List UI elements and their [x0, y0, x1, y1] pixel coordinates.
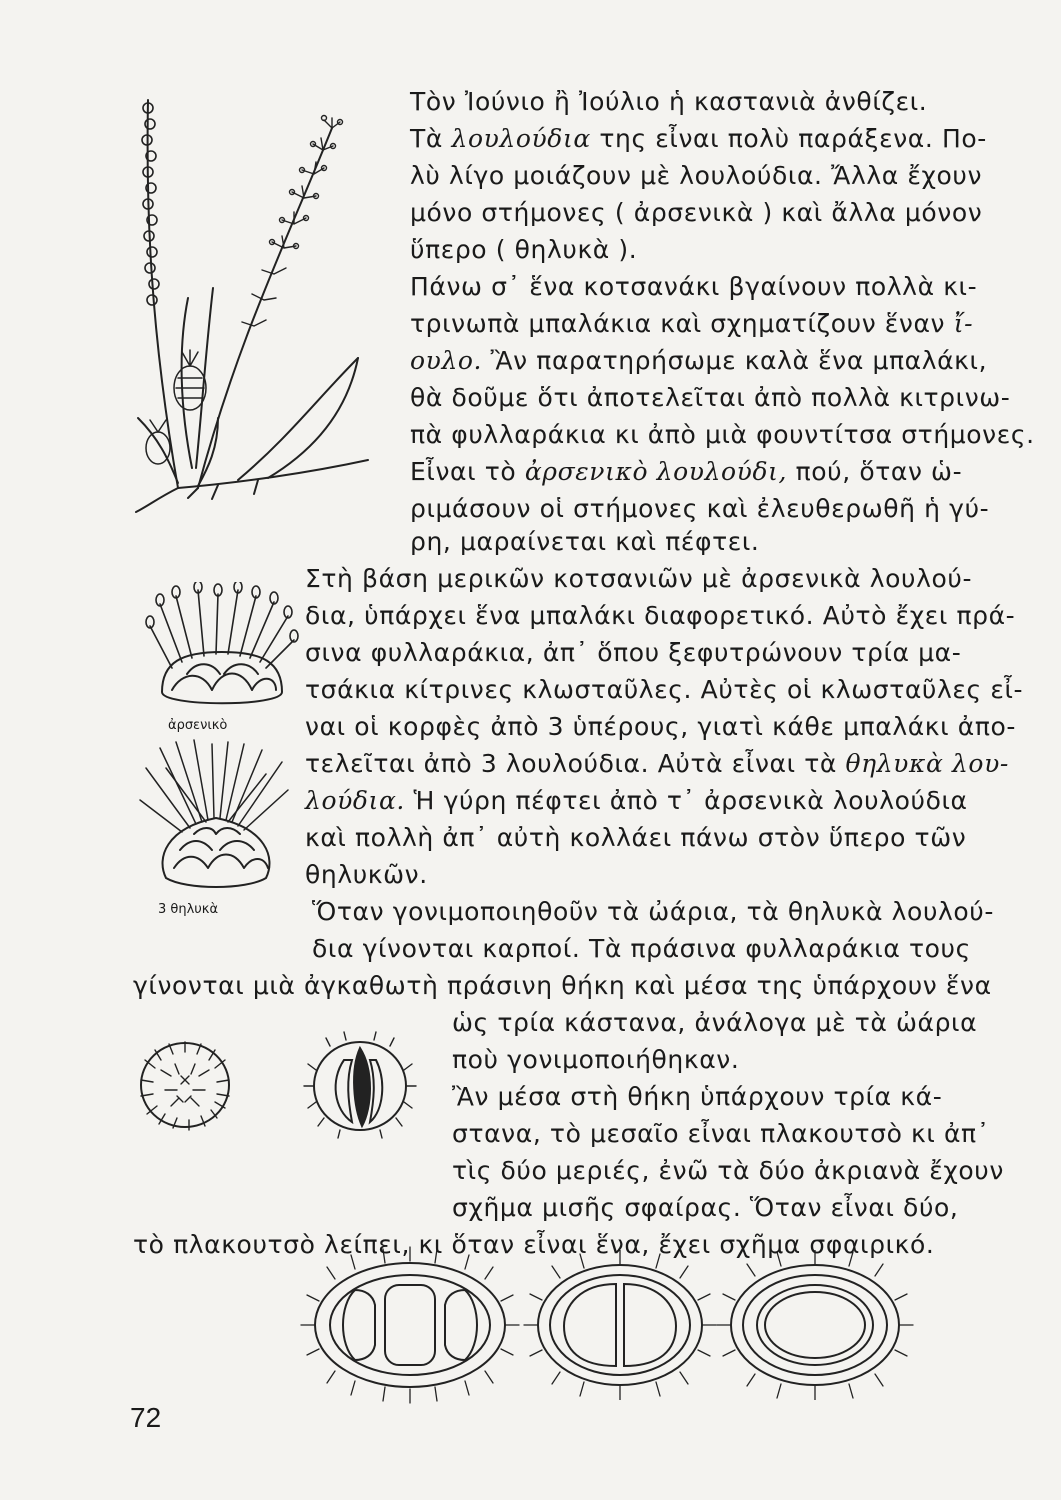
text-run: λὺ λίγο μοιάζουν μὲ λουλούδια. Ἄλλα ἔχουν [410, 161, 983, 190]
text-run: ναι οἱ κορφὲς ἀπὸ 3 ὑπέρους, γιατὶ κάθε μπαλάκι ἀπο- [305, 712, 1016, 741]
text-line [452, 1080, 942, 1114]
text-run: Ἂν παρατηρήσωμε καλὰ ἕνα μπαλάκι, [482, 346, 988, 375]
text-run: Τὸν Ἰούνιο ἢ Ἰούλιο ἡ καστανιὰ ἀνθίζει. [410, 87, 928, 116]
italic-term: θηλυκὰ λου- [845, 749, 1009, 778]
text-line [305, 747, 1009, 781]
text-line [305, 599, 1015, 633]
text-run: ὡς τρία κάστανα, ἀνάλογα μὲ τὰ ὠάρια [452, 1008, 978, 1037]
italic-term: ἀρσενικὸ λουλούδι, [524, 457, 788, 486]
text-run: Στὴ βάση μερικῶν κοτσανιῶν μὲ ἀρσενικὰ λουλού- [305, 564, 973, 593]
italic-term: λούδια. [305, 786, 405, 815]
text-run: Ὅταν γονιμοποιηθοῦν τὰ ὠάρια, τὰ θηλυκὰ λουλού- [312, 897, 994, 926]
text-line [133, 1228, 934, 1262]
text-line [410, 525, 759, 559]
text-run: της εἶναι πολὺ παράξενα. Πο- [590, 124, 987, 153]
text-run: μόνο στήμονες ( ἀρσενικὰ ) καὶ ἄλλα μόνον [410, 198, 983, 227]
text-line [452, 1006, 977, 1040]
text-line [410, 233, 637, 267]
text-line [305, 562, 972, 596]
text-run: θὰ δοῦμε ὅτι ἀποτελεῖται ἀπὸ πολλὰ κιτρινω- [410, 383, 1011, 412]
text-line [410, 418, 1035, 452]
text-line [410, 344, 987, 378]
female-flower-caption: 3 θηλυκὰ [158, 902, 219, 917]
text-line [312, 895, 994, 929]
italic-term: ἴ- [953, 309, 974, 338]
text-line [452, 1117, 990, 1151]
italic-term: ουλο. [410, 346, 483, 375]
text-run: ριμάσουν οἱ στήμονες καὶ ἐλευθερωθῆ ἡ γύ- [410, 494, 990, 523]
text-run: Ἡ γύρη πέφτει ἀπὸ τ᾽ ἀρσενικὰ λουλούδια [404, 786, 968, 815]
text-line [410, 122, 987, 156]
page-number: 72 [130, 1402, 162, 1433]
text-line [305, 636, 961, 670]
text-run: Πάνω σ᾽ ἕνα κοτσανάκι βγαίνουν πολλὰ κι- [410, 272, 978, 301]
text-run: ρη, μαραίνεται καὶ πέφτει. [410, 527, 760, 556]
text-run: ποὺ γονιμοποιήθηκαν. [452, 1045, 740, 1074]
text-line [410, 196, 982, 230]
text-run: σχῆμα μισῆς σφαίρας. Ὅταν εἶναι δύο, [452, 1193, 959, 1222]
text-line [305, 821, 966, 855]
text-line [305, 673, 1023, 707]
text-line [410, 455, 962, 489]
text-run: τελεῖται ἀπὸ 3 λουλούδια. Αὐτὰ εἶναι τὰ [305, 749, 846, 778]
text-line [452, 1154, 1004, 1188]
text-run: τὸ πλακουτσὸ λείπει, κι ὅταν εἶναι ἕνα, ἔχει σχῆμα σφαιρικό. [133, 1230, 935, 1259]
text-line [452, 1043, 739, 1077]
text-run: καὶ πολλὴ ἀπ᾽ αὐτὴ κολλάει πάνω στὸν ὕπερο τῶν [305, 823, 967, 852]
text-run: στανα, τὸ μεσαῖο εἶναι πλακουτσὸ κι ἀπ᾽ [452, 1119, 990, 1148]
text-line [410, 492, 989, 526]
text-run: δια γίνονται καρποί. Τὰ πράσινα φυλλαράκια τους [312, 934, 971, 963]
text-line [305, 784, 968, 818]
italic-term: λουλούδια [451, 124, 591, 153]
text-run: πού, ὅταν ὡ- [787, 457, 963, 486]
text-run: Τὰ [410, 124, 452, 153]
text-line [305, 710, 1016, 744]
text-run: γίνονται μιὰ ἀγκαθωτὴ πράσινη θήκη καὶ μέσα της ὑπάρχουν ἕνα [133, 971, 992, 1000]
text-line [452, 1191, 958, 1225]
text-run: τὶς δύο μεριές, ἐνῶ τὰ δύο ἀκριανὰ ἔχουν [452, 1156, 1004, 1185]
text-run: θηλυκῶν. [305, 860, 428, 889]
text-run: Ἂν μέσα στὴ θήκη ὑπάρχουν τρία κά- [452, 1082, 943, 1111]
text-line [410, 159, 982, 193]
text-line [133, 969, 992, 1003]
text-run: τρινωπὰ μπαλάκια καὶ σχηματίζουν ἕναν [410, 309, 954, 338]
text-run: Εἶναι τὸ [410, 457, 525, 486]
text-run: ὕπερο ( θηλυκὰ ). [410, 235, 638, 264]
text-line [305, 858, 428, 892]
text-line [410, 307, 973, 341]
text-run: σινα φυλλαράκια, ἀπ᾽ ὅπου ξεφυτρώνουν τρία μα- [305, 638, 962, 667]
text-run: πὰ φυλλαράκια κι ἀπὸ μιὰ φουντίτσα στήμονες. [410, 420, 1035, 449]
text-run: δια, ὑπάρχει ἕνα μπαλάκι διαφορετικό. Αὐτὸ ἔχει πρά- [305, 601, 1016, 630]
text-line [410, 381, 1010, 415]
male-flower-caption: ἀρσενικὸ [168, 718, 228, 733]
text-line [312, 932, 971, 966]
text-line [410, 270, 977, 304]
text-run: τσάκια κίτρινες κλωσταῦλες. Αὐτὲς οἱ κλωσταῦλες εἶ- [305, 675, 1024, 704]
text-line [410, 85, 927, 119]
